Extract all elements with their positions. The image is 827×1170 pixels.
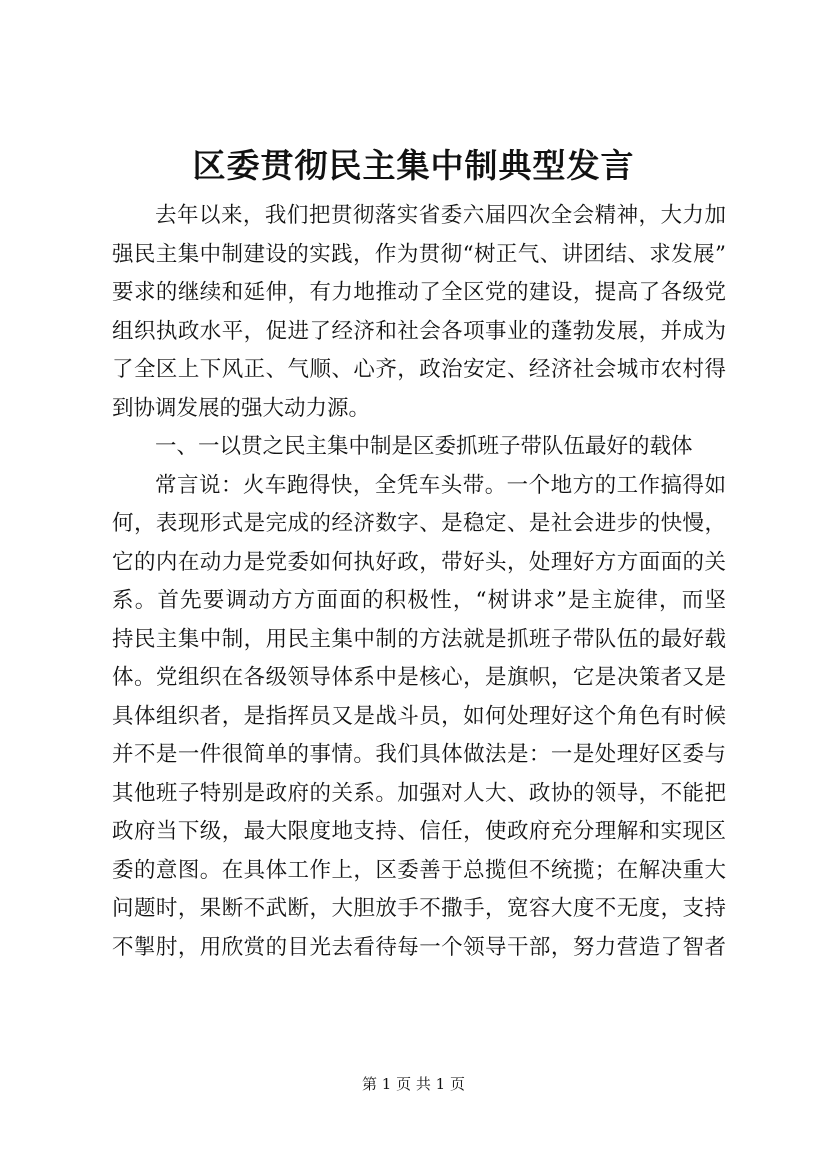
page-number-footer: 第 1 页 共 1 页 xyxy=(362,1075,465,1093)
section-heading: 一、一以贯之民主集中制是区委抓班子带队伍最好的载体 xyxy=(155,434,693,459)
paragraph-line: 持民主集中制，用民主集中制的方法就是抓班子带队伍的最好载 xyxy=(112,626,726,652)
paragraph-line: 其他班子特别是政府的关系。加强对人大、政协的领导，不能把 xyxy=(112,780,726,806)
paragraph-line: 体。党组织在各级领导体系中是核心，是旗帜，它是决策者又是 xyxy=(112,665,726,690)
paragraph-line: 何，表现形式是完成的经济数字、是稳定、是社会进步的快慢， xyxy=(112,511,726,536)
paragraph-line: 委的意图。在具体工作上，区委善于总揽但不统揽；在解决重大 xyxy=(112,857,726,883)
paragraph-line: 系。首先要调动方方面面的积极性，“树讲求”是主旋律，而坚 xyxy=(112,588,726,613)
document-title: 区委贯彻民主集中制典型发言 xyxy=(192,146,635,185)
paragraph-line: 组织执政水平，促进了经济和社会各项事业的蓬勃发展，并成为 xyxy=(112,318,726,344)
paragraph-line: 常言说：火车跑得快，全凭车头带。一个地方的工作搞得如 xyxy=(155,472,726,498)
paragraph-line: 强民主集中制建设的实践，作为贯彻“树正气、讲团结、求发展” xyxy=(112,241,726,267)
paragraph-line: 政府当下级，最大限度地支持、信任，使政府充分理解和实现区 xyxy=(112,819,726,844)
paragraph-line: 问题时，果断不武断，大胆放手不撒手，宽容大度不无度，支持 xyxy=(112,896,726,921)
paragraph-line: 它的内在动力是党委如何执好政，带好头，处理好方方面面的关 xyxy=(112,549,726,575)
paragraph-line: 不掣肘，用欣赏的目光去看待每一个领导干部，努力营造了智者 xyxy=(112,934,726,960)
paragraph-line: 去年以来，我们把贯彻落实省委六届四次全会精神，大力加 xyxy=(155,203,726,228)
paragraph-line: 具体组织者，是指挥员又是战斗员，如何处理好这个角色有时候 xyxy=(112,703,726,729)
paragraph-line: 了全区上下风正、气顺、心齐，政治安定、经济社会城市农村得 xyxy=(112,357,726,382)
paragraph-line: 并不是一件很简单的事情。我们具体做法是：一是处理好区委与 xyxy=(112,742,726,767)
paragraph-line: 到协调发展的强大动力源。 xyxy=(112,395,371,421)
paragraph-line: 要求的继续和延伸，有力地推动了全区党的建设，提高了各级党 xyxy=(112,280,726,305)
document-body xyxy=(112,197,726,967)
